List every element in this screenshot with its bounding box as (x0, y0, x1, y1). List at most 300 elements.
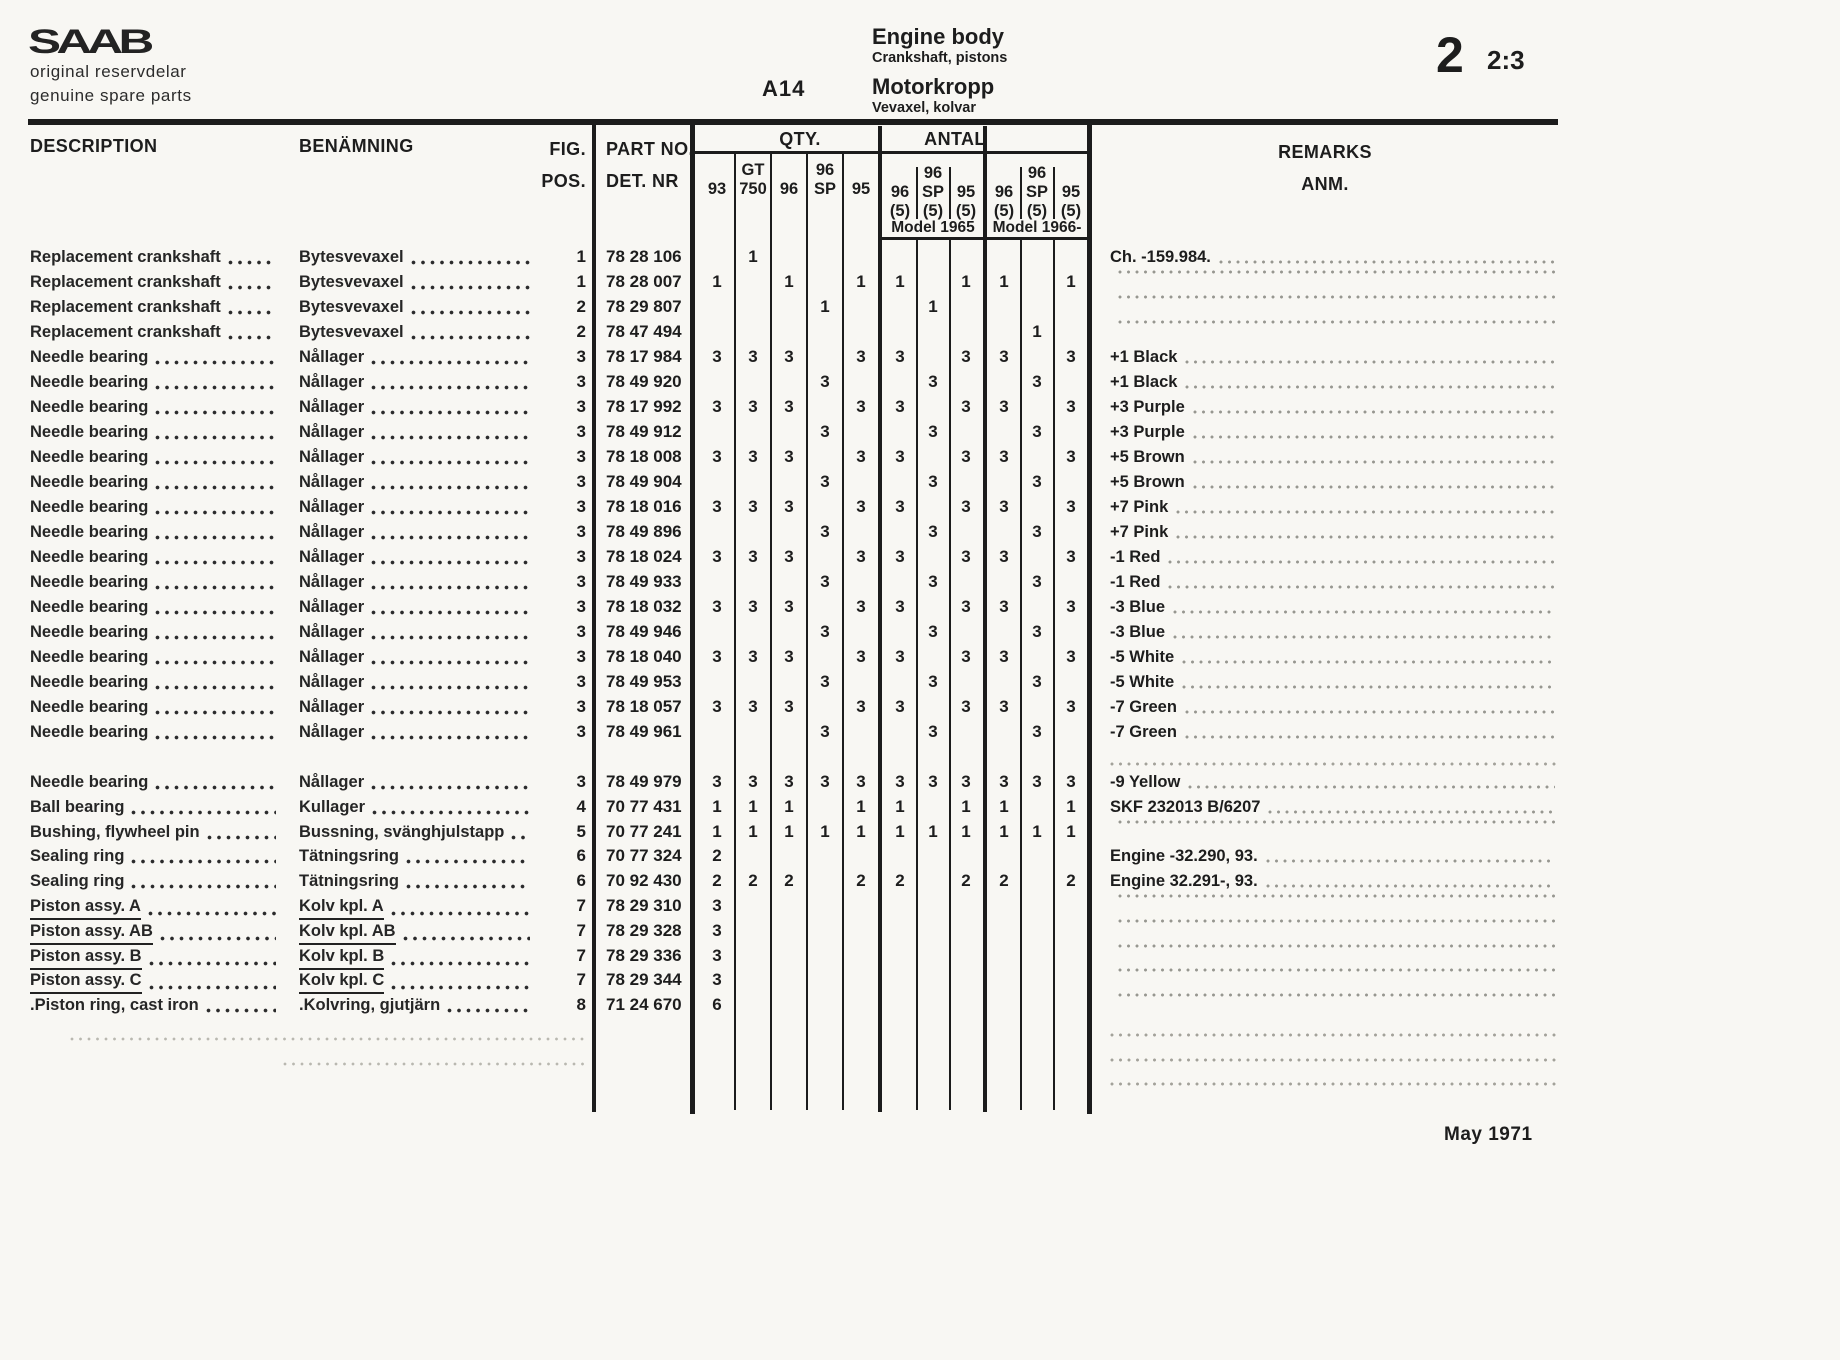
qty-value: 3 (961, 397, 971, 416)
qty-value: 3 (856, 647, 866, 666)
fig-pos-cell: 3 (576, 472, 586, 491)
qty-column-header: 96 SP (813, 161, 836, 198)
description-cell (30, 545, 284, 569)
qty-value: 3 (999, 597, 1009, 616)
table-row (0, 245, 1840, 270)
description-cell (30, 420, 284, 444)
qty-value: 3 (1066, 597, 1076, 616)
description-text: Needle bearing (30, 548, 149, 566)
qty-value: 3 (999, 547, 1009, 566)
qty-value: 3 (1032, 772, 1042, 791)
qty-value: 3 (928, 472, 938, 491)
qty-column-header: 96 (779, 180, 799, 198)
qty-value: 3 (712, 347, 722, 366)
qty-value: 1 (999, 821, 1009, 841)
fig-pos-cell: 2 (576, 297, 586, 316)
benamning-text: Nållager (299, 523, 365, 541)
qty-value: 3 (856, 547, 866, 566)
remark-text: -3 Blue (1110, 623, 1166, 641)
qty-value: 3 (961, 347, 971, 366)
table-row (0, 395, 1840, 420)
dot-leader (207, 835, 276, 840)
qty-value: 3 (999, 397, 1009, 416)
fig-pos-cell: 3 (576, 572, 586, 591)
qty-value: 3 (856, 697, 866, 716)
table-row (0, 844, 1840, 869)
description-text: Needle bearing (30, 473, 149, 491)
fig-pos-cell: 3 (576, 372, 586, 391)
description-cell (30, 919, 284, 945)
description-text: Piston assy. B (30, 944, 142, 970)
dot-leader (155, 685, 276, 690)
description-cell (30, 968, 284, 994)
description-text: Needle bearing (30, 573, 149, 591)
model-1966-label: Model 1966- (990, 219, 1085, 237)
table-row (0, 545, 1840, 570)
qty-value: 3 (784, 597, 794, 616)
fig-pos-cell: 3 (576, 522, 586, 541)
description-text: Needle bearing (30, 698, 149, 716)
qty-value: 3 (1032, 722, 1042, 741)
qty-value: 3 (784, 697, 794, 716)
dot-leader (1118, 968, 1555, 972)
part-number-cell: 78 17 992 (606, 397, 682, 416)
description-text: Needle bearing (30, 398, 149, 416)
tagline-spare-parts: genuine spare parts (30, 86, 192, 105)
dot-leader (1118, 894, 1555, 898)
description-cell (30, 645, 284, 669)
qty-value: 3 (712, 920, 722, 940)
qty-value: 3 (856, 447, 866, 466)
remark-cell (1110, 420, 1557, 444)
benamning-text: Nållager (299, 348, 365, 366)
remark-text: -1 Red (1110, 573, 1161, 591)
part-number-cell: 78 28 007 (606, 272, 682, 291)
table-row (0, 770, 1840, 795)
dot-leader (1182, 660, 1555, 664)
tagline-reservdelar: original reservdelar (30, 62, 187, 81)
qty-value: 3 (961, 647, 971, 666)
fig-pos-cell: 7 (576, 896, 586, 915)
part-number-cell: 78 49 953 (606, 672, 682, 691)
dot-leader (1118, 919, 1555, 923)
table-row (0, 495, 1840, 520)
description-text: Ball bearing (30, 797, 125, 816)
qty-column-header: 96 (5) (889, 183, 911, 220)
fig-pos-cell: 3 (576, 672, 586, 691)
fig-pos-cell: 3 (576, 447, 586, 466)
description-text: Replacement crankshaft (30, 248, 221, 266)
dot-leader (228, 285, 276, 290)
qty-value: 3 (895, 547, 905, 566)
table-row (0, 595, 1840, 620)
fig-pos-cell: 3 (576, 347, 586, 366)
qty-value: 3 (820, 472, 830, 491)
qty-value: 3 (961, 597, 971, 616)
remark-text: +7 Pink (1110, 498, 1169, 516)
qty-value: 3 (748, 597, 758, 616)
qty-value: 3 (1066, 347, 1076, 366)
dot-leader (155, 635, 276, 640)
remark-cell (1110, 245, 1557, 269)
qty-value: 3 (1032, 572, 1042, 591)
remark-text: Engine -32.290, 93. (1110, 847, 1258, 866)
qty-value: 3 (784, 772, 794, 791)
qty-value: 3 (961, 497, 971, 516)
remark-text: -7 Green (1110, 698, 1177, 716)
description-cell (30, 445, 284, 469)
qty-value: 3 (748, 447, 758, 466)
benamning-text: Nållager (299, 373, 365, 391)
benamning-text: Nållager (299, 598, 365, 616)
remark-text: -3 Blue (1110, 598, 1166, 616)
remark-cell (1110, 445, 1557, 469)
fig-pos-cell: 3 (576, 597, 586, 616)
benamning-text: Nållager (299, 423, 365, 441)
qty-value: 3 (712, 896, 722, 915)
dot-leader (148, 911, 276, 916)
dot-leader (155, 460, 276, 465)
title-swedish: Motorkropp (872, 74, 995, 99)
remark-cell (1110, 295, 1557, 304)
remark-text: -7 Green (1110, 723, 1177, 741)
remark-cell (1110, 820, 1557, 829)
description-cell (30, 670, 284, 694)
qty-value: 3 (1066, 397, 1076, 416)
qty-value: 2 (999, 871, 1009, 891)
description-text: Piston assy. AB (30, 919, 153, 945)
remark-cell (1110, 844, 1557, 868)
dot-leader (155, 710, 276, 715)
subtitle-english: Crankshaft, pistons (872, 50, 1008, 66)
qty-value: 3 (1032, 672, 1042, 691)
remark-cell (1110, 470, 1557, 494)
fig-pos-cell: 8 (576, 995, 586, 1015)
dot-leader (1173, 610, 1555, 614)
qty-value: 3 (1066, 647, 1076, 666)
table-row (0, 520, 1840, 545)
dot-leader (1188, 785, 1555, 789)
dot-leader (1193, 410, 1555, 414)
fig-pos-cell: 1 (576, 247, 586, 266)
description-text: Needle bearing (30, 348, 149, 366)
table-row (0, 944, 1840, 969)
dot-leader (228, 335, 276, 340)
fig-pos-cell: 7 (576, 920, 586, 940)
dot-leader (1118, 320, 1555, 324)
remark-cell (1110, 869, 1557, 893)
qty-value: 3 (712, 497, 722, 516)
qty-value: 3 (784, 397, 794, 416)
benamning-text: Nållager (299, 548, 365, 566)
dot-leader (149, 985, 276, 990)
qty-value: 1 (748, 247, 758, 266)
qty-value: 3 (928, 422, 938, 441)
dot-leader (206, 1008, 276, 1013)
part-number-cell: 78 49 920 (606, 372, 682, 391)
dot-leader (155, 660, 276, 665)
qty-value: 3 (820, 522, 830, 541)
benamning-text: Nållager (299, 773, 365, 791)
benamning-text: Nållager (299, 648, 365, 666)
remark-text: +5 Brown (1110, 448, 1185, 466)
column-header-det-nr: DET. NR (606, 171, 679, 191)
part-number-cell: 78 18 016 (606, 497, 682, 516)
qty-value: 3 (999, 697, 1009, 716)
footer-date: May 1971 (1444, 1124, 1533, 1145)
benamning-text: Nållager (299, 448, 365, 466)
part-number-cell: 78 29 310 (606, 896, 682, 915)
qty-value: 3 (928, 522, 938, 541)
remark-text: -5 White (1110, 648, 1175, 666)
part-number-cell: 78 49 979 (606, 772, 682, 791)
fig-pos-cell: 3 (576, 547, 586, 566)
column-header-description: DESCRIPTION (30, 136, 158, 156)
remark-cell (1110, 270, 1557, 279)
qty-value: 2 (712, 871, 722, 891)
qty-value: 3 (1066, 547, 1076, 566)
qty-value: 3 (712, 945, 722, 965)
table-row (0, 894, 1840, 919)
description-text: Needle bearing (30, 423, 149, 441)
remark-text: +5 Brown (1110, 473, 1185, 491)
column-header-part-no: PART NO. (606, 139, 694, 159)
table-row (0, 470, 1840, 495)
part-number-cell: 70 77 431 (606, 796, 682, 816)
table-row (0, 370, 1840, 395)
qty-value: 3 (895, 647, 905, 666)
part-number-cell: 78 49 912 (606, 422, 682, 441)
benamning-text: Kullager (299, 797, 366, 816)
qty-value: 3 (895, 772, 905, 791)
part-number-cell: 78 29 807 (606, 297, 682, 316)
qty-value: 3 (820, 372, 830, 391)
qty-header: QTY. (779, 129, 821, 149)
description-text: Bushing, flywheel pin (30, 822, 200, 841)
remark-cell (1110, 345, 1557, 369)
description-cell (30, 770, 284, 794)
description-text: Needle bearing (30, 598, 149, 616)
description-text: Needle bearing (30, 623, 149, 641)
table-row (0, 445, 1840, 470)
benamning-text: Nållager (299, 398, 365, 416)
title-english: Engine body (872, 24, 1004, 49)
qty-value: 3 (748, 397, 758, 416)
part-number-cell: 78 49 904 (606, 472, 682, 491)
qty-value: 3 (928, 622, 938, 641)
qty-value: 3 (820, 422, 830, 441)
qty-value: 3 (784, 647, 794, 666)
qty-value: 3 (712, 397, 722, 416)
description-cell (30, 370, 284, 394)
qty-value: 3 (999, 772, 1009, 791)
qty-value: 3 (928, 772, 938, 791)
fig-pos-cell: 3 (576, 397, 586, 416)
qty-value: 3 (1032, 472, 1042, 491)
description-cell (30, 944, 284, 970)
part-number-cell: 78 18 008 (606, 447, 682, 466)
table-row (0, 645, 1840, 670)
dot-leader (155, 385, 276, 390)
description-text: Needle bearing (30, 773, 149, 791)
qty-value: 2 (712, 846, 722, 866)
fig-pos-cell: 4 (576, 796, 586, 816)
qty-value: 3 (1066, 772, 1076, 791)
description-cell (30, 520, 284, 544)
qty-value: 3 (895, 347, 905, 366)
qty-value: 3 (712, 547, 722, 566)
part-number-cell: 78 18 032 (606, 597, 682, 616)
remark-cell (1110, 370, 1557, 394)
qty-value: 3 (712, 970, 722, 990)
dot-leader (1118, 944, 1555, 948)
remark-cell (1110, 944, 1557, 953)
qty-value: 3 (895, 447, 905, 466)
dot-leader (155, 510, 276, 515)
fig-pos-cell: 3 (576, 497, 586, 516)
fig-pos-cell: 3 (576, 622, 586, 641)
remark-cell (1110, 570, 1557, 594)
qty-value: 1 (999, 272, 1009, 291)
part-number-cell: 78 49 933 (606, 572, 682, 591)
part-number-cell: 78 18 024 (606, 547, 682, 566)
remark-cell (1110, 395, 1557, 419)
remark-text: +7 Pink (1110, 523, 1169, 541)
dot-leader (155, 610, 276, 615)
description-cell (30, 720, 284, 744)
qty-value: 1 (856, 796, 866, 816)
benamning-text: Bussning, svänghjulstapp (299, 822, 505, 841)
qty-value: 6 (712, 995, 722, 1015)
qty-value: 1 (820, 821, 830, 841)
qty-value: 1 (928, 821, 938, 841)
dot-leader (155, 785, 276, 790)
table-row (0, 993, 1840, 1018)
description-cell (30, 295, 284, 319)
qty-value: 3 (999, 447, 1009, 466)
benamning-text: Bytesvevaxel (299, 248, 404, 266)
qty-value: 1 (856, 821, 866, 841)
qty-value: 3 (1066, 497, 1076, 516)
description-cell (30, 570, 284, 594)
qty-column-header: 96 SP (5) (921, 164, 944, 220)
qty-value: 1 (1032, 821, 1042, 841)
qty-value: 1 (928, 297, 938, 316)
description-text: Replacement crankshaft (30, 323, 221, 341)
qty-value: 3 (961, 447, 971, 466)
qty-value: 3 (748, 347, 758, 366)
qty-value: 3 (748, 697, 758, 716)
description-cell (30, 270, 284, 294)
fig-pos-cell: 1 (576, 272, 586, 291)
table-row (0, 320, 1840, 345)
dot-leader (228, 310, 276, 315)
description-cell (30, 320, 284, 344)
qty-value: 3 (712, 647, 722, 666)
page-sub-number: 2:3 (1487, 45, 1525, 75)
table-row (0, 420, 1840, 445)
table-row (0, 720, 1840, 745)
qty-value: 3 (961, 547, 971, 566)
qty-value: 3 (928, 372, 938, 391)
qty-value: 1 (712, 821, 722, 841)
qty-value: 3 (712, 772, 722, 791)
table-row (0, 570, 1840, 595)
description-cell (30, 993, 284, 1017)
dot-leader (1193, 435, 1555, 439)
dot-leader (1168, 560, 1555, 564)
description-cell (30, 345, 284, 369)
remark-text: Engine 32.291-, 93. (1110, 872, 1258, 891)
qty-value: 3 (748, 547, 758, 566)
qty-value: 3 (1066, 447, 1076, 466)
qty-value: 3 (1032, 622, 1042, 641)
qty-value: 1 (712, 796, 722, 816)
remark-cell (1110, 595, 1557, 619)
qty-value: 3 (961, 772, 971, 791)
description-text: Needle bearing (30, 373, 149, 391)
description-cell (30, 620, 284, 644)
qty-value: 3 (928, 672, 938, 691)
qty-value: 1 (748, 796, 758, 816)
description-cell (30, 695, 284, 719)
description-cell (30, 495, 284, 519)
dot-leader (131, 859, 276, 864)
dot-leader (1185, 710, 1555, 714)
benamning-text: Kolv kpl. A (299, 894, 384, 920)
dot-leader (1185, 735, 1555, 739)
qty-column-header: 95 (851, 180, 871, 198)
remark-cell (1110, 894, 1557, 903)
dot-leader (131, 810, 276, 815)
table-row (0, 670, 1840, 695)
table-row (0, 795, 1840, 820)
remark-cell (1110, 320, 1557, 329)
qty-value: 3 (712, 597, 722, 616)
part-number-cell: 78 29 336 (606, 945, 682, 965)
qty-value: 3 (1032, 422, 1042, 441)
part-number-cell: 71 24 670 (606, 995, 682, 1015)
qty-value: 3 (820, 772, 830, 791)
remark-cell (1110, 645, 1557, 669)
remark-cell (1110, 919, 1557, 928)
dot-leader (1193, 460, 1555, 464)
qty-value: 3 (1032, 372, 1042, 391)
benamning-text: Bytesvevaxel (299, 298, 404, 316)
fig-pos-cell: 7 (576, 970, 586, 990)
dot-leader (1266, 884, 1555, 888)
description-text: Needle bearing (30, 723, 149, 741)
qty-value: 3 (928, 722, 938, 741)
fig-pos-cell: 2 (576, 322, 586, 341)
qty-value: 3 (856, 597, 866, 616)
benamning-text: Kolv kpl. AB (299, 919, 396, 945)
remark-text: +1 Black (1110, 373, 1178, 391)
dot-leader (1118, 295, 1555, 299)
page-number: 2 (1436, 27, 1464, 83)
section-code: A14 (762, 76, 806, 101)
qty-value: 2 (961, 871, 971, 891)
qty-value: 3 (1066, 697, 1076, 716)
qty-value: 3 (748, 497, 758, 516)
remark-cell (1110, 545, 1557, 569)
remark-cell (1110, 695, 1557, 719)
qty-value: 3 (856, 397, 866, 416)
description-text: Piston assy. A (30, 894, 141, 920)
fig-pos-cell: 7 (576, 945, 586, 965)
fig-pos-cell: 3 (576, 772, 586, 791)
column-header-benamning: BENÄMNING (299, 136, 414, 156)
